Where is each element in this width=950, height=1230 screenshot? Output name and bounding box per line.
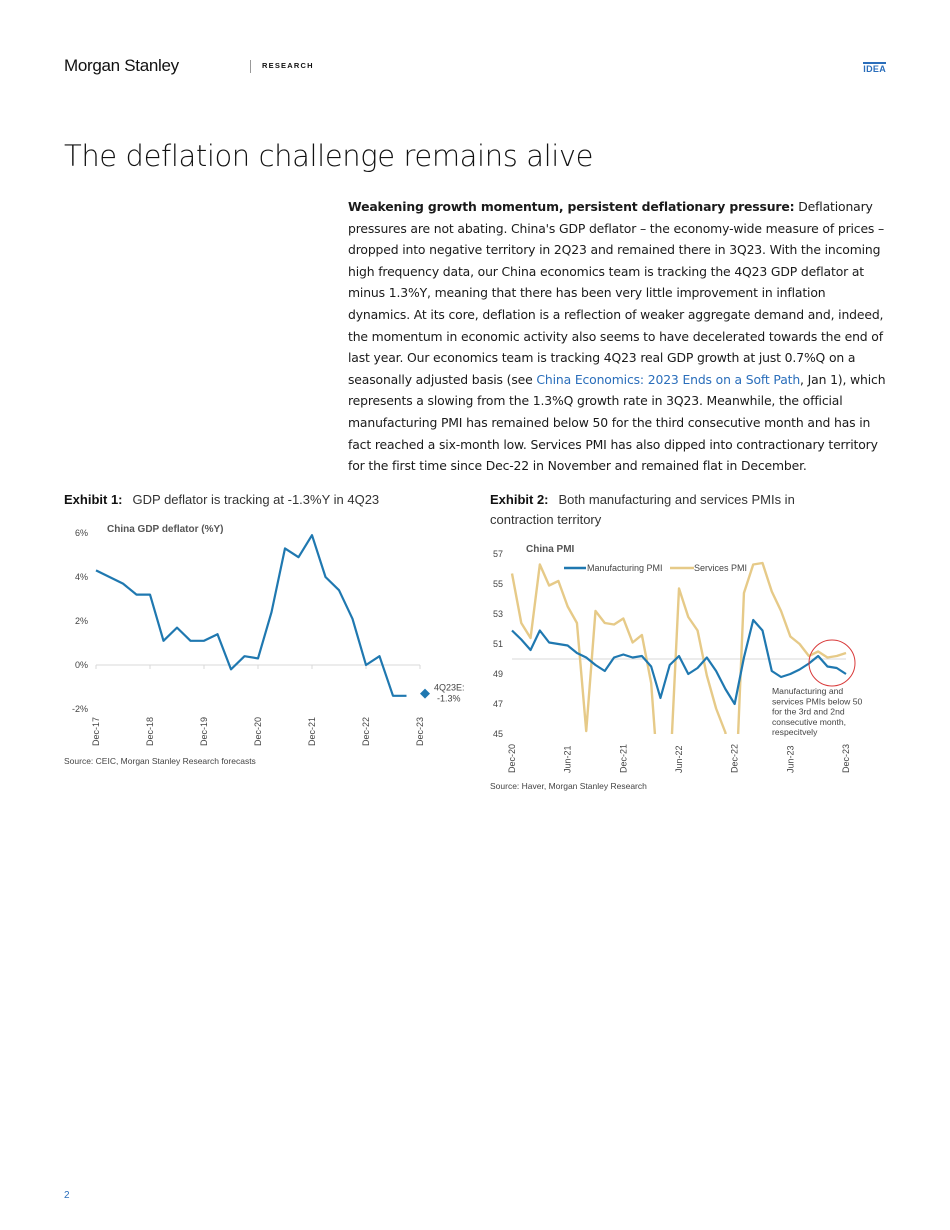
x-tick-label: Dec-19 [199,716,209,746]
legend-label-services: Services PMI [694,563,748,573]
exhibit-2-heading: Both manufacturing and services PMIs in contraction territory [490,492,795,527]
forecast-point-marker [420,689,430,699]
lead-text: Weakening growth momentum, persistent deflationary pressure: [348,199,795,214]
y-tick-label: 4% [74,572,88,582]
deflator-series-line [96,535,407,696]
pmi-annotation-line: Manufacturing and [772,686,844,696]
idea-badge: IDEA [863,64,886,74]
y-tick-label: 6% [74,528,88,538]
y-tick-label: 45 [492,729,503,739]
exhibit-2-title [490,490,840,530]
y-tick-label: 57 [492,549,503,559]
y-tick-label: 2% [74,616,88,626]
body-text-1: Deflationary pressures are not abating. China's GDP deflator – the economy-wide measure of prices – dropped into negative territory in 2Q23 and remained there in 3Q23. With the incoming high frequency data, our China economics team is tracking the 4Q23 GDP deflator at minus 1.3%Y, meaning that there has been very little improvement in inflation dynamics. At its core, deflation is a reflection of weaker aggregate demand and, indeed, the momentum in economic activity also seems to have decelerated towards the end of last year. Our economics team is tracking 4Q23 real GDP growth at just 0.7%Q on a seasonally adjusted basis (see [348,199,885,387]
exhibit-2-source: Source: Haver, Morgan Stanley Research [490,781,647,791]
exhibit-2 [490,490,840,530]
y-tick-label: -2% [71,704,88,714]
x-tick-label: Jun-22 [674,745,684,773]
y-tick-label: 51 [492,639,503,649]
x-tick-label: Dec-18 [145,716,155,746]
exhibit-1-source: Source: CEIC, Morgan Stanley Research forecasts [64,756,256,766]
x-tick-label: Jun-23 [785,745,796,773]
exhibit-1-number: Exhibit 1: [64,492,123,507]
page-title: The deflation challenge remains alive [64,139,594,173]
x-tick-label: Dec-23 [415,716,425,746]
gdp-deflator-chart [64,518,465,754]
exhibit-2-number: Exhibit 2: [490,492,549,507]
pmi-annotation-line: for the 3rd and 2nd [772,706,845,717]
exhibit-1 [64,490,434,510]
china-pmi-chart [490,537,890,777]
y-tick-label: 53 [492,609,503,619]
exhibit-1-title [64,490,434,510]
pmi-annotation-line: consecutive month, [772,716,847,727]
pmi-annotation [772,686,862,737]
body-text-2: , Jan 1), which represents a slowing from the 1.3%Q growth rate in 3Q23. Meanwhile, the official manufacturing PMI has remained below 50 for the third consecutive month and has in fact reached a six-month low. Services PMI has also dipped into contractionary territory for the first time since Dec-22 in November and remained flat in December. [348,371,886,474]
exhibit-1-heading: GDP deflator is tracking at -1.3%Y in 4Q23 [132,492,380,507]
x-tick-label: Dec-22 [729,743,740,773]
x-tick-label: Dec-20 [253,716,263,746]
y-tick-label: 0% [74,660,88,670]
y-tick-label: 55 [492,579,503,589]
pmi-annotation-line: services PMIs below 50 [772,696,863,707]
x-tick-label: Jun-21 [562,745,573,773]
x-tick-label: Dec-21 [618,743,629,773]
page-number: 2 [64,1190,70,1201]
highlight-circle [809,640,855,686]
forecast-annotation-line-2: -1.3% [437,693,461,704]
page-header [64,56,886,78]
chart-2-title: China PMI [526,544,575,555]
body-paragraph [348,196,888,477]
pmi-annotation-line: respecitvely [772,727,818,738]
report-link[interactable]: China Economics: 2023 Ends on a Soft Path [536,371,801,387]
x-tick-label: Dec-23 [841,743,851,773]
y-tick-label: 47 [492,699,503,709]
x-tick-label: Dec-21 [307,716,317,746]
header-divider [250,60,251,73]
chart-1-title: China GDP deflator (%Y) [107,524,224,535]
x-tick-label: Dec-17 [91,716,101,746]
y-tick-label: 49 [492,669,503,679]
forecast-annotation-line-1: 4Q23E: [434,682,465,693]
legend-label-manufacturing: Manufacturing PMI [587,563,663,573]
x-tick-label: Dec-20 [507,743,517,773]
x-tick-label: Dec-22 [361,716,371,746]
brand-logo: Morgan Stanley [64,56,179,75]
section-label: RESEARCH [262,61,314,70]
